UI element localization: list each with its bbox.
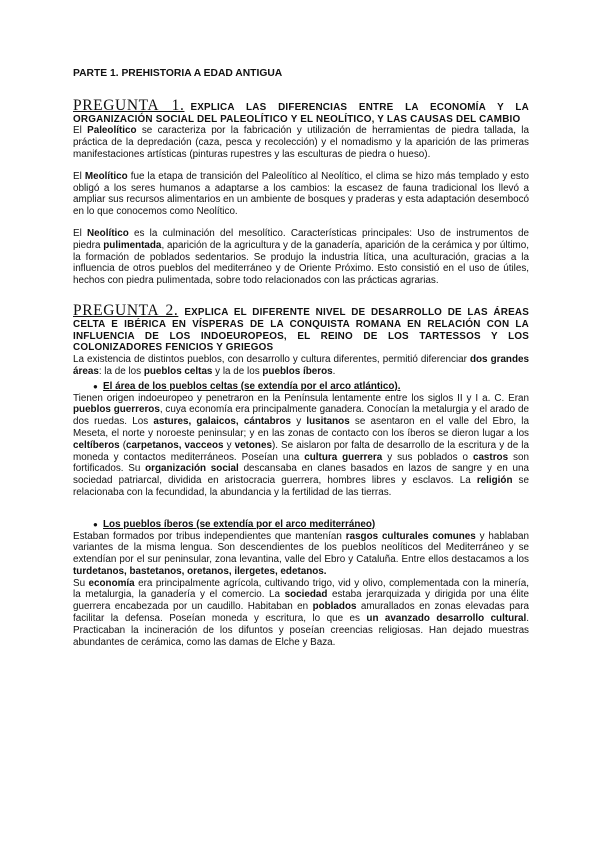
- bullet-celtas-label: El área de los pueblos celtas (se extendía por el arco atlántico).: [103, 380, 401, 392]
- question-1-number: PREGUNTA 1.: [73, 96, 185, 114]
- bold-term: carpetanos, vacceos: [126, 439, 224, 451]
- bold-term: un avanzado desarrollo cultural: [366, 613, 527, 625]
- text-run: se relacionaba con la fecundidad, la abundancia y la fertilidad de las tierras.: [73, 475, 529, 498]
- text-run: : la de los: [98, 365, 144, 377]
- paleolitico-paragraph: [73, 125, 529, 160]
- bold-term: astures, galaicos, cántabros: [153, 416, 292, 428]
- text-run: , cuya economía era principalmente ganadera. Conocían la metalurgia y el arado de dos ruedas. Los: [73, 404, 530, 428]
- bold-term: castros: [472, 451, 509, 463]
- bullet-iberos-label: Los pueblos íberos (se extendía por el arco mediterráneo): [103, 518, 376, 530]
- bold-term: pueblos íberos: [262, 365, 333, 377]
- text-run: , aparición de la agricultura y de la ganadería, aparición de la cerámica y por último, la formación de poblados sedentarios. Se produjo la industria lítica, una aculturación, gracias a la influencia de otros pueblos del mediterráneo y de Oriente Próximo. Esto consistió en el uso de útiles, hechos con piedra pulimentada, sobre todo relacionados con las prácticas agrarias.: [73, 239, 529, 287]
- text-run: . Practicaban la incineración de los difuntos y poseían creencias religiosas. Han dejado muestras abundantes de cerámica, como las damas de Elche y Baza.: [73, 613, 529, 648]
- text-run: es la culminación del mesolítico. Características principales: Uso de instrumentos de piedra: [73, 227, 530, 251]
- bold-term: lusitanos: [306, 416, 350, 428]
- text-run: descansaba en clanes basados en lazos de sangre y en una sociedad patriarcal, dividida en aristocracia guerrera, hombres libres y esclavos. La: [73, 463, 529, 487]
- text-run: La existencia de distintos pueblos, con desarrollo y cultura diferentes, permitió diferenciar: [73, 354, 470, 366]
- bold-term: dos grandes áreas: [73, 354, 529, 377]
- text-run: y hablaban variantes de la misma lengua. Son descendientes de los pueblos neolíticos del Mediterráneo y se extendían por el sur peninsular, zona levantina, valle del Ebro y Cataluña. Entre ellos destacamos a los: [73, 530, 530, 566]
- bold-term: Neolítico: [87, 227, 129, 239]
- bold-term: pulimentada: [103, 239, 162, 251]
- iberos-paragraph-1: [73, 531, 529, 578]
- question-1-title: EXPLICA LAS DIFERENCIAS ENTRE LA ECONOMÍA Y LA ORGANIZACIÓN SOCIAL DEL PALEOLÍTICO Y EL NEOLÍTICO, Y LAS CAUSAS DEL CAMBIO: [73, 101, 529, 125]
- bold-term: organización social: [145, 463, 239, 475]
- bold-term: rasgos culturales comunes: [345, 530, 476, 542]
- celtas-paragraph: [73, 393, 529, 499]
- text-run: amurallados en zonas elevadas para facilitar la defensa. Poseían moneda y escritura, lo que es: [73, 601, 529, 625]
- bold-term: pueblos celtas: [143, 365, 213, 377]
- text-run: Tienen origen indoeuropeo y penetraron en la Península lentamente entre los siglos II y I a. C. Eran: [73, 392, 529, 404]
- bold-term: sociedad: [284, 589, 328, 601]
- question-2-number: PREGUNTA 2.: [73, 301, 179, 319]
- bold-term: vetones: [234, 439, 272, 451]
- text-run: son fortificados. Su: [73, 451, 529, 475]
- text-run: fue la etapa de transición del Paleolítico al Neolítico, el clima se hizo más templado y esto obligó a los seres humanos a adaptarse a los cambios: la escasez de fauna tradicional los llevó a ampliar sus recursos alimentarios en un ambiente de bosques y praderas y esta adaptación desembocó en lo que conocemos como Neolítico.: [73, 170, 529, 218]
- text-run: y la de los: [212, 365, 263, 377]
- bold-term: turdetanos, bastetanos, oretanos, ilergetes, edetanos.: [73, 565, 327, 577]
- text-run: era principalmente agrícola, cultivando trigo, vid y olivo, complementada con la minería, la metalurgia, la ganadería y el comercio. La: [73, 577, 529, 601]
- text-run: Su: [73, 577, 89, 589]
- bold-term: poblados: [312, 601, 357, 613]
- question-1-heading: [73, 96, 529, 126]
- bullet-dot-icon: ●: [93, 381, 98, 391]
- text-run: estaba jerarquizada y dirigida por una élite guerrera encabezada por un caudillo. Habitaban en: [73, 589, 529, 613]
- text-run: se caracteriza por la fabricación y utilización de herramientas de piedra tallada, la práctica de la depredación (caza, pesca y recolección) y el nomadismo y la aparición de las primeras manifestaciones artísticas (pinturas rupestres y las esculturas de piedra o hueso).: [73, 125, 529, 160]
- question-2-intro: [73, 354, 529, 378]
- text-run: Estaban formados por tribus independientes que mantenían: [73, 530, 346, 542]
- bold-term: celtíberos: [73, 439, 120, 451]
- mesolitico-paragraph: [73, 171, 529, 218]
- bold-term: Meolítico: [84, 170, 128, 182]
- text-run: El: [73, 170, 85, 182]
- text-run: El: [73, 227, 88, 239]
- iberos-paragraph-2: [73, 578, 529, 649]
- part-title: PARTE 1. PREHISTORIA A EDAD ANTIGUA: [73, 68, 283, 79]
- question-2-heading: [73, 301, 529, 354]
- text-run: y: [291, 416, 307, 428]
- text-run: se asentaron en el valle del Ebro, la Meseta, el norte y noroeste peninsular; y en las zonas de contacto con los íberos se dieron lugar a los: [73, 416, 529, 439]
- text-run: y: [223, 439, 235, 451]
- text-run: .: [332, 365, 336, 377]
- bold-term: religión: [476, 475, 513, 487]
- text-run: (: [119, 439, 127, 451]
- bullet-iberos: [93, 519, 529, 531]
- bold-term: cultura guerrera: [304, 451, 383, 463]
- text-run: y sus poblados o: [382, 451, 473, 463]
- bold-term: economía: [88, 577, 135, 589]
- bullet-dot-icon: ●: [93, 519, 98, 529]
- question-2-title: EXPLICA EL DIFERENTE NIVEL DE DESARROLLO DE LAS ÁREAS CELTA E IBÉRICA EN VÍSPERAS DE LA CONQUISTA ROMANA EN RELACIÓN CON LA INFLUENCIA DE LOS INDOEUROPEOS, EL REINO DE LOS TARTESSOS Y LOS COLONIZADORES FENICIOS Y GRIEGOS: [73, 306, 529, 354]
- document-page: [73, 68, 529, 648]
- text-run: ). Se aislaron por falta de desarrollo de la escritura y de la moneda y contactos mediterráneos. Poseían una: [73, 439, 529, 463]
- bold-term: Paleolítico: [87, 125, 137, 137]
- bold-term: pueblos guerreros: [73, 404, 160, 416]
- text-run: El: [73, 125, 88, 137]
- bullet-celtas: [93, 381, 529, 393]
- neolitico-paragraph: [73, 228, 529, 287]
